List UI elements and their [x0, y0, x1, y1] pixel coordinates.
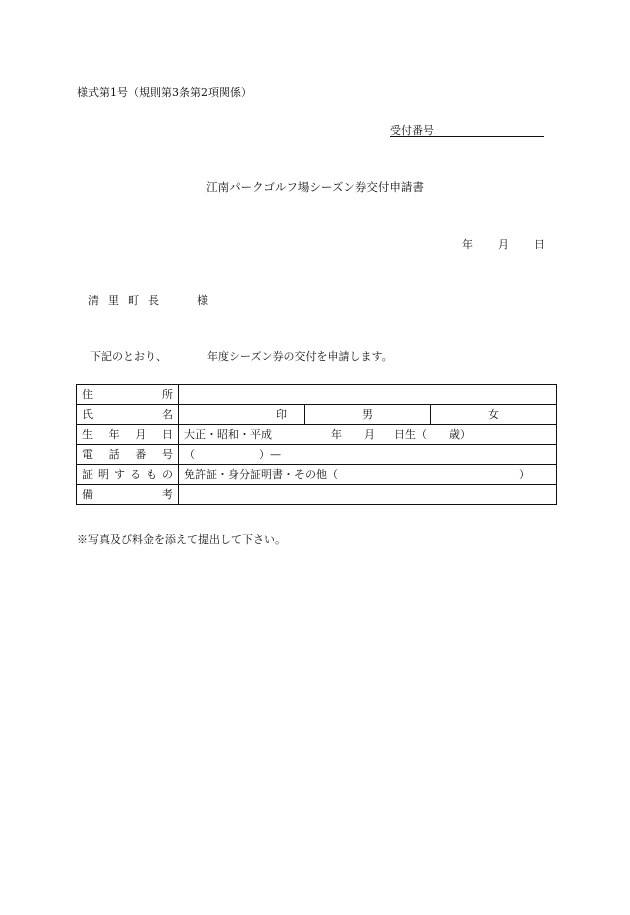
receipt-number-label: 受付番号 [390, 124, 434, 137]
phone-area-open: （ [184, 448, 195, 461]
phone-label: 電 話 番 号 [77, 445, 179, 465]
seal-mark: 印 [276, 408, 287, 421]
application-table [76, 384, 557, 505]
address-label: 住 所 [77, 385, 179, 405]
gender-male-option[interactable]: 男 [305, 405, 431, 425]
table-row [77, 405, 557, 425]
form-number: 様式第1号（規則第3条第2項関係） [77, 86, 252, 99]
intro-prefix: 下記のとおり、 [90, 350, 167, 363]
birth-month-unit: 月 [364, 428, 375, 441]
id-document-label: 証 明 す る も の [77, 465, 179, 485]
phone-area-close: ）— [259, 448, 281, 461]
date-year: 年 [462, 238, 473, 251]
id-document-options: 免許証・身分証明書・その他（ [184, 468, 338, 481]
name-field[interactable] [179, 405, 305, 425]
name-label: 氏 名 [77, 405, 179, 425]
birthdate-field[interactable] [179, 425, 557, 445]
recipient-name: 清里町長 [88, 294, 168, 307]
receipt-number-field[interactable] [390, 136, 544, 137]
table-row [77, 465, 557, 485]
birth-day-unit: 日生（ [394, 428, 427, 441]
birthdate-label: 生 年 月 日 [77, 425, 179, 445]
birth-year-unit: 年 [331, 428, 342, 441]
date-day: 日 [534, 238, 545, 251]
footnote: ※写真及び料金を添えて提出して下さい。 [77, 533, 286, 546]
remarks-label: 備 考 [77, 485, 179, 505]
table-row [77, 485, 557, 505]
table-row [77, 445, 557, 465]
age-unit: 歳） [449, 428, 471, 441]
id-document-close: ） [519, 468, 530, 481]
gender-female-option[interactable]: 女 [431, 405, 557, 425]
table-row [77, 385, 557, 405]
recipient-honorific: 様 [197, 294, 208, 307]
document-title: 江南パークゴルフ場シーズン券交付申請書 [206, 180, 424, 194]
id-document-field[interactable] [179, 465, 557, 485]
intro-text: 年度シーズン券の交付を申請します。 [207, 350, 393, 363]
era-options: 大正・昭和・平成 [184, 428, 272, 441]
remarks-field[interactable] [179, 485, 557, 505]
phone-field[interactable] [179, 445, 557, 465]
date-month: 月 [498, 238, 509, 251]
address-field[interactable] [179, 385, 557, 405]
table-row [77, 425, 557, 445]
